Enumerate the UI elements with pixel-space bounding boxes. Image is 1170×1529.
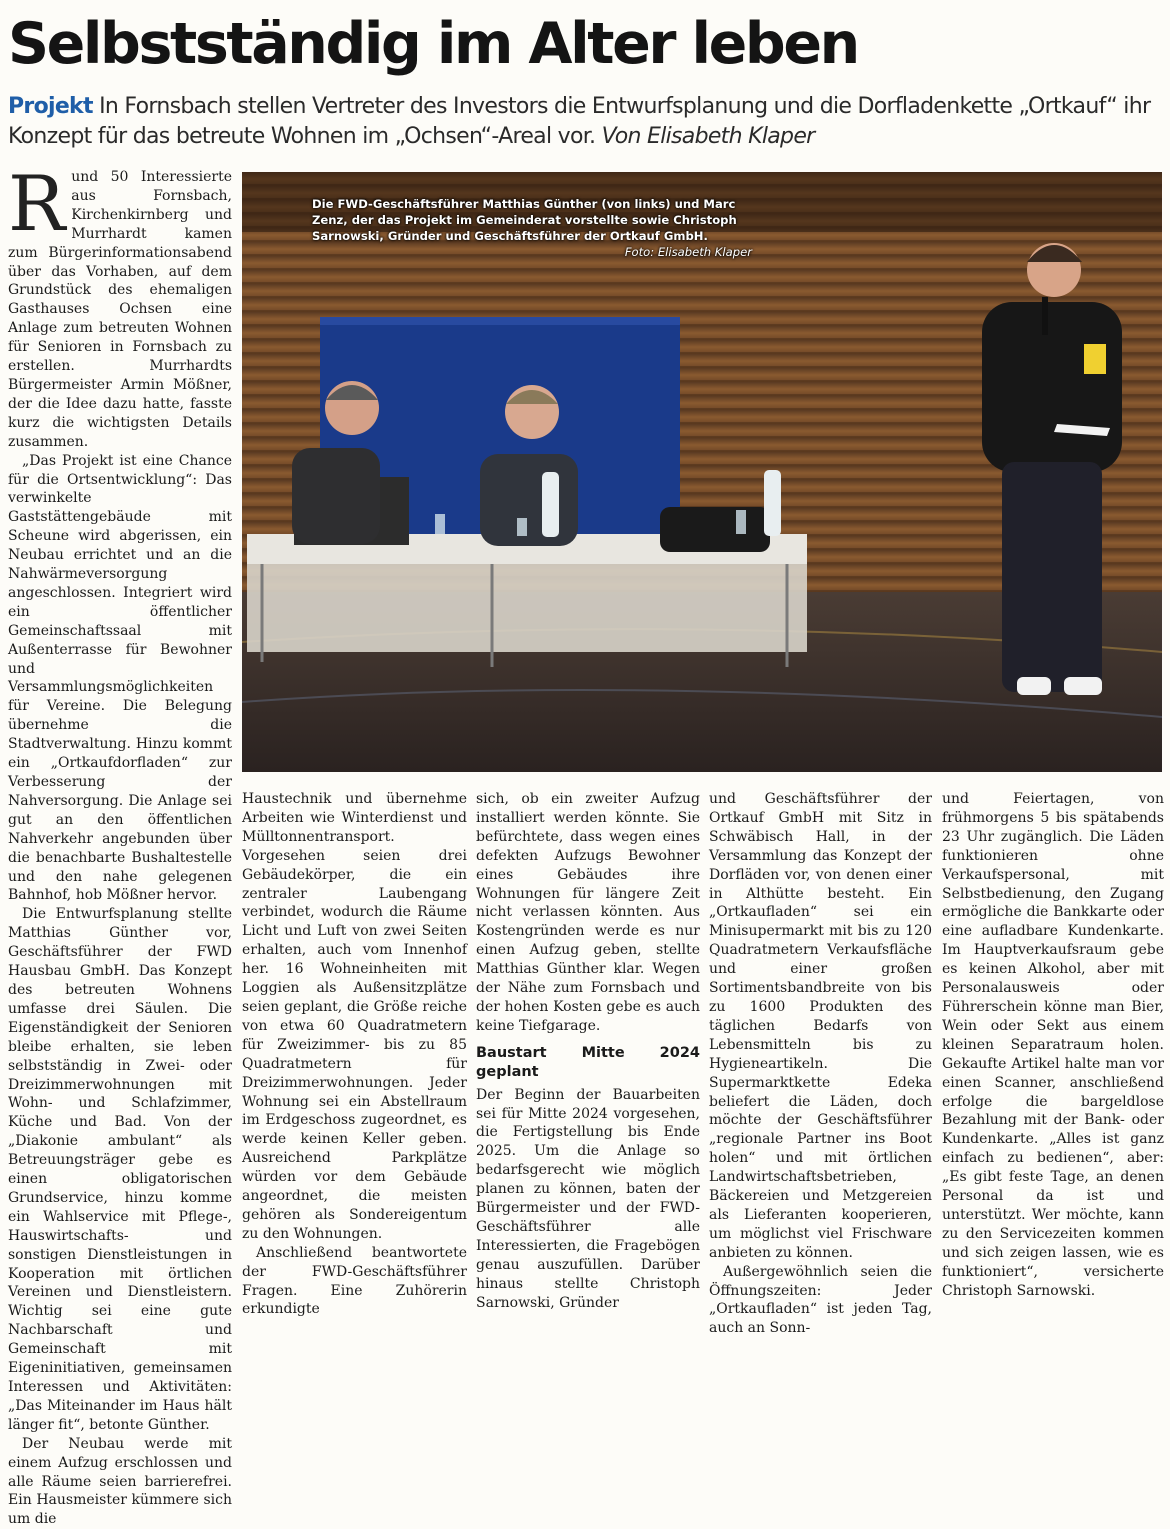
ortkauf-logo [1084, 344, 1106, 374]
article-paragraph: Die Entwurfsplanung stellte Matthias Günther vor, Geschäftsführer der FWD Hausbau GmbH. Das Konzept des betreuten Wohnens umfasse drei Säulen. Die Eigenständigkeit der Senioren bleibe erhalten, sie leben selbstständig in Zwei- oder Dreizimmerwohnungen mit Wohn- und Schlafzimmer, Küche und Bad. Von der „Diakonie ambulant“ als Betreuungsträger gebe es einen obligatorischen Grundservice, hinzu komme ein Wahlservice mit Pflege-, Hauswirtschafts- und sonstigen Dienstleistungen in Kooperation mit örtlichen Vereinen und Dienstleistern. Wichtig sei eine gute Nachbarschaft und Gemeinschaft mit Eigeninitiativen, gemeinsamen Interessen und Aktivitäten: „Das Miteinander im Haus hält länger fit“, betonte Günther. [8, 906, 232, 1433]
lead-text: In Fornsbach stellen Vertreter des Investors die Entwurfsplanung und die Dorfladenkette „Ortkauf“ ihr Konzept für das betreute Wohnen im „Ochsen“-Areal vor. [8, 94, 1151, 149]
caption-text: Die FWD-Geschäftsführer Matthias Günther (von links) und Marc Zenz, der das Projekt im Gemeinderat vorstellte sowie Christoph Sarnowski, Gründer und Geschäftsführer der Ortkauf GmbH. [312, 197, 737, 243]
article-paragraph: und Geschäftsführer der Ortkauf GmbH mit Sitz in Schwäbisch Hall, in der Versammlung das Konzept der Dorfläden vor, von denen einer in Althütte besteht. Ein „Ortkaufladen“ sei ein Minisupermarkt mit bis zu 120 Quadratmetern Verkaufsfläche und einer großen Sortimentsbandbreite von bis zu 1600 Produkten des täglichen Bedarfs von Lebensmitteln bis zu Hygieneartikeln. Die Supermarktkette Edeka beliefert die Läden, doch möchte der Geschäftsführer „regionale Partner ins Boot holen“ und mit örtlichen Landwirtschaftsbetrieben, Bäckereien und Metzgereien als Lieferanten kooperieren, um möglichst viel Frischware anbieten zu können. [709, 791, 932, 1261]
article-column-1 [8, 159, 232, 1528]
dropcap: R [8, 159, 66, 248]
article-paragraph: Rund 50 Interessierte aus Fornsbach, Kirchenkirnberg und Murrhardt kamen zum Bürgerinformationsabend über das Vorhaben, auf dem Grundstück des ehemaligen Gasthauses Ochsen eine Anlage zum betreuten Wohnen für Senioren in Fornsbach zu erstellen. Murrhardts Bürgermeister Armin Mößner, der die Idee dazu hatte, fasste kurz die wichtigsten Details zusammen. [8, 159, 232, 450]
water-bottle [542, 472, 559, 537]
article-paragraph: „Das Projekt ist eine Chance für die Ortsentwicklung“: Das verwinkelte Gaststättengebäude mit Scheune wird abgerissen, ein Neubau errichtet und an die Nahwärmeversorgung angeschlossen. Integriert wird ein öffentlicher Gemeinschaftssaal mit Außenterrasse für Bewohner und Versammlungsmöglichkeiten für Vereine. Die Belegung übernehme die Stadtverwaltung. Hinzu kommt ein „Ortkaufdorfladen“ zur Verbesserung der Nahversorgung. Die Anlage sei gut an den öffentlichen Nahverkehr angebunden über die benachbarte Bushaltestelle und den nahe gelegenen Bahnhof, hob Mößner hervor. [8, 452, 232, 904]
article-paragraph: und Feiertagen, von frühmorgens 5 bis spätabends 23 Uhr zugänglich. Die Läden funktionieren ohne Verkaufspersonal, mit Selbstbedienung, den Zugang ermögliche die Bankkarte oder eine aufladbare Kundenkarte. Im Hauptverkaufsraum gebe es keinen Alkohol, aber mit Personalausweis oder Führerschein könne man Bier, Wein oder Sekt aus einem kleinen Separatraum holen. Gekaufte Artikel halte man vor einen Scanner, anschließend erfolge die bargeldlose Bezahlung mit der Bank- oder Kundenkarte. „Alles ist ganz einfach zu bedienen“, aber: „Es gibt feste Tage, an denen Personal da ist und unterstützt. Wer möchte, kann zu den Servicezeiten kommen und sich zeigen lassen, wie es funktioniert“, versicherte Christoph Sarnowski. [942, 791, 1164, 1299]
article-paragraph: sich, ob ein zweiter Aufzug installiert werden könnte. Sie befürchtete, dass wegen eines defekten Aufzugs Bewohner eines Gebäudes ihre Wohnungen für längere Zeit nicht verlassen könnten. Aus Kostengründen werde es nur einen Aufzug geben, stellte Matthias Günther klar. Wegen der Nähe zum Fornsbach und der hohen Kosten gebe es auch keine Tiefgarage. [476, 791, 700, 1034]
article-paragraph: Der Neubau werde mit einem Aufzug erschlossen und alle Räume seien barrierefrei. Ein Hausmeister kümmere sich um die [8, 1435, 232, 1528]
article-column-2 [242, 790, 467, 1318]
subheading: Baustart Mitte 2024 geplant [476, 1044, 700, 1080]
person-middle [480, 454, 578, 546]
photo-caption [312, 196, 752, 260]
article-column-4 [709, 790, 932, 1337]
byline: Von Elisabeth Klaper [601, 124, 815, 149]
article-paragraph: Haustechnik und übernehme Arbeiten wie Winterdienst und Mülltonnentransport. Vorgesehen seien drei Gebäudekörper, die ein zentraler Laubengang verbindet, wodurch die Räume Licht und Luft von zwei Seiten erhalten, auch vom Innenhof her. 16 Wohneinheiten mit Loggien als Außensitzplätze seien geplant, die Größe reiche von etwa 60 Quadratmetern für Zweizimmer- bis zu 85 Quadratmetern für Dreizimmerwohnungen. Jeder Wohnung sei ein Abstellraum im Erdgeschoss zugeordnet, es werde keinen Keller geben. Ausreichend Parkplätze würden vor dem Gebäude angeordnet, die meisten gehören als Sondereigentum zu den Wohnungen. [242, 791, 467, 1242]
water-bottle [764, 470, 781, 536]
article-column-5 [942, 790, 1164, 1299]
person-left [292, 448, 380, 544]
kicker: Projekt [8, 94, 93, 119]
lead [8, 92, 1158, 152]
photo-credit: Foto: Elisabeth Klaper [624, 245, 752, 259]
headline: Selbstständig im Alter leben [8, 11, 858, 77]
person-speaker [982, 243, 1122, 695]
article-photo [242, 172, 1162, 772]
article-paragraph: Der Beginn der Bauarbeiten sei für Mitte 2024 vorgesehen, die Fertigstellung bis Ende 2025. Um die Anlage so bedarfsgerecht wie möglich planen zu können, baten der Bürgermeister und der FWD-Geschäftsführer alle Interessierten, die Fragebögen genau auszufüllen. Darüber hinaus stellte Christoph Sarnowski, Gründer [476, 1086, 700, 1311]
article-column-3 [476, 790, 700, 1311]
photo-illustration [242, 172, 1162, 772]
jacket [660, 507, 770, 552]
article-paragraph: Anschließend beantwortete der FWD-Geschäftsführer Fragen. Eine Zuhörerin erkundigte [242, 1244, 467, 1318]
article-paragraph: Außergewöhnlich seien die Öffnungszeiten: Jeder „Ortkaufladen“ ist jeden Tag, auch an Sonn- [709, 1263, 932, 1337]
